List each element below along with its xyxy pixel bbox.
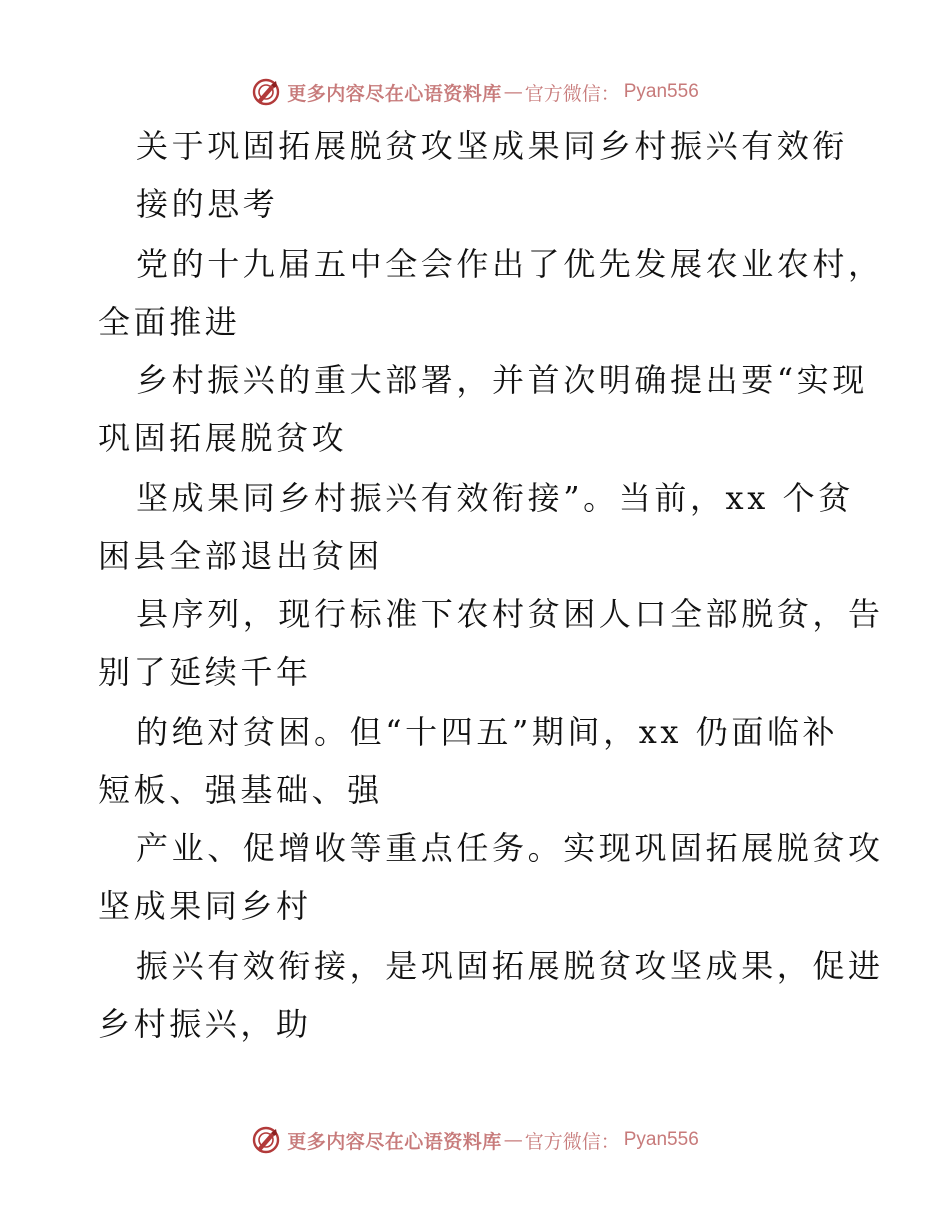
paragraph-line: 全面推进 xyxy=(98,303,241,341)
paragraph-line: 产业、促增收等重点任务。实现巩固拓展脱贫攻 xyxy=(136,829,884,867)
paragraph-line: 困县全部退出贫困 xyxy=(98,537,383,575)
watermark-dash: — xyxy=(503,81,523,103)
title-line-1: 关于巩固拓展脱贫攻坚成果同乡村振兴有效衔 xyxy=(136,127,849,165)
paragraph-line: 乡村振兴的重大部署，并首次明确提出要“实现 xyxy=(136,361,868,399)
paragraph-line: 坚成果同乡村 xyxy=(98,887,312,925)
watermark-id: Pyan556 xyxy=(623,1129,699,1150)
watermark-dash: — xyxy=(503,1129,523,1151)
paragraph-line: 坚成果同乡村振兴有效衔接”。当前，xx 个贫 xyxy=(136,479,854,517)
watermark-main-text: 更多内容尽在心语资料库 xyxy=(287,82,502,105)
paragraph-line: 的绝对贫困。但“十四五”期间，xx 仍面临补 xyxy=(136,713,839,751)
footer-watermark xyxy=(0,1120,950,1160)
paragraph-line: 巩固拓展脱贫攻 xyxy=(98,419,348,457)
pen-logo-icon xyxy=(251,1125,281,1155)
watermark-secondary-text: 官方微信： xyxy=(524,1130,620,1153)
paragraph-line: 短板、强基础、强 xyxy=(98,771,383,809)
paragraph-line: 振兴有效衔接，是巩固拓展脱贫攻坚成果，促进 xyxy=(136,947,884,985)
paragraph-line: 党的十九届五中全会作出了优先发展农业农村， xyxy=(136,245,884,283)
paragraph-line: 别了延续千年 xyxy=(98,653,312,691)
watermark-main-text: 更多内容尽在心语资料库 xyxy=(287,1130,502,1153)
paragraph-line: 县序列，现行标准下农村贫困人口全部脱贫，告 xyxy=(136,595,884,633)
paragraph-line: 乡村振兴，助 xyxy=(98,1005,312,1043)
header-watermark xyxy=(0,72,950,112)
watermark-id: Pyan556 xyxy=(623,81,699,102)
title-line-2: 接的思考 xyxy=(136,185,279,223)
pen-logo-icon xyxy=(251,77,281,107)
watermark-secondary-text: 官方微信： xyxy=(524,82,620,105)
